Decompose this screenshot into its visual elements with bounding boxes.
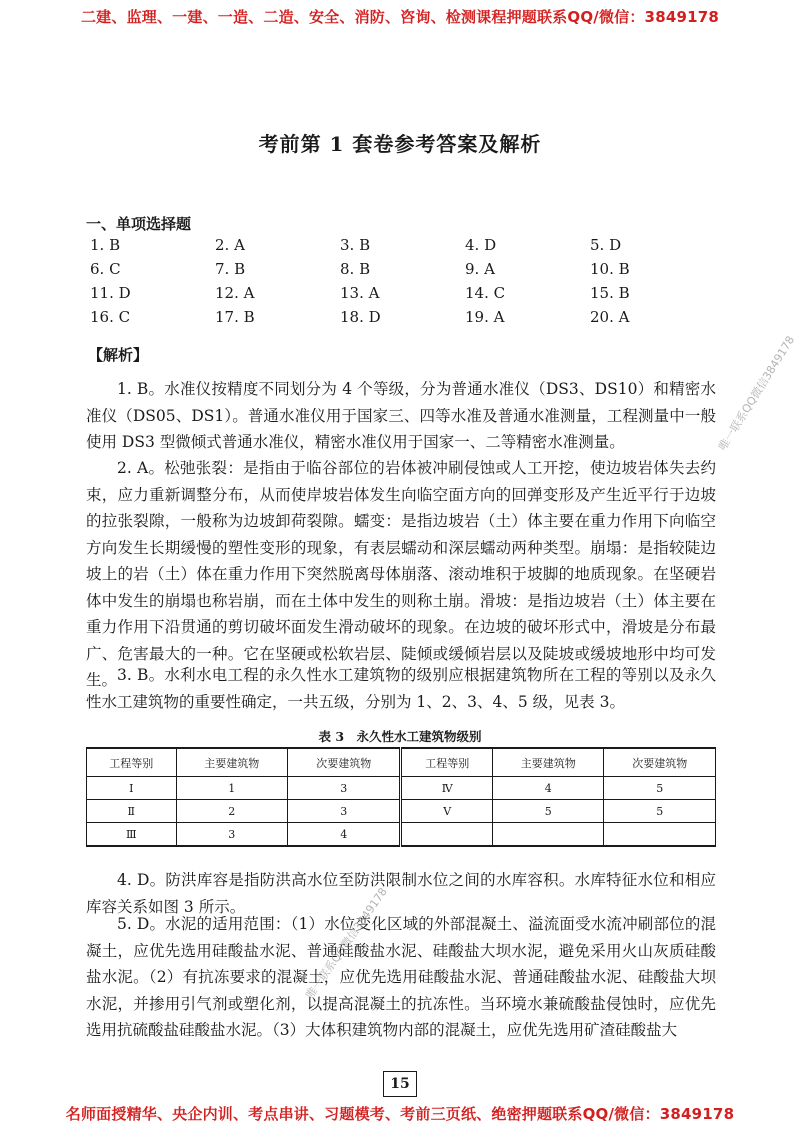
table-cell: 3 — [176, 823, 287, 847]
table-cell — [604, 823, 716, 847]
table-header-row — [87, 748, 716, 777]
table-cell: 3 — [288, 800, 401, 823]
answer-item: 17. B — [215, 308, 255, 326]
answer-item: 16. C — [90, 308, 131, 326]
table-caption: 表 3 永久性水工建筑物级别 — [318, 729, 482, 744]
explanation-paragraph-4: 4. D。防洪库容是指防洪高水位至防洪限制水位之间的水库容积。水库特征水位和相应库容关系如图 3 所示。 — [86, 871, 716, 916]
table-cell: 2 — [176, 800, 287, 823]
table-header-cell: 主要建筑物 — [176, 748, 287, 777]
answer-item: 3. B — [340, 236, 371, 254]
table-cell: Ⅲ — [87, 823, 177, 847]
table-cell: Ⅳ — [401, 777, 493, 800]
table-cell: 5 — [493, 800, 604, 823]
table-cell: 4 — [493, 777, 604, 800]
explanation-paragraph-3: 3. B。水利水电工程的永久性水工建筑物的级别应根据建筑物所在工程的等别以及永久性水工建筑物的重要性确定，一共五级，分别为 1、2、3、4、5 级，见表 3。 — [86, 666, 716, 711]
answer-item: 9. A — [465, 260, 495, 278]
answer-item: 19. A — [465, 308, 505, 326]
answer-item: 18. D — [340, 308, 381, 326]
watermark: 唯一联系QQ微信3849178 — [303, 885, 390, 1002]
table-header-cell: 次要建筑物 — [604, 748, 716, 777]
answer-item: 14. C — [465, 284, 506, 302]
answer-item: 7. B — [215, 260, 246, 278]
explanation-paragraph-2: 2. A。松弛张裂：是指由于临谷部位的岩体被冲刷侵蚀或人工开挖，使边坡岩体失去约束，应力重新调整分布，从而使岸坡岩体发生向临空面方向的回弹变形及产生近平行于边坡的拉张裂隙，一般称为边坡卸荷裂隙。蠕变：是指边坡岩（土）体主要在重力作用下向临空方向发生长期缓慢的塑性变形的现象，有表层蠕动和深层蠕动两种类型。崩塌：是指较陡边坡上的岩（土）体在重力作用下突然脱离母体崩落、滚动堆积于坡脚的地质现象。在坚硬岩体中发生的崩塌也称岩崩，而在土体中发生的则称土崩。滑坡：是指边坡岩（土）体主要在重力作用下沿贯通的剪切破坏面发生滑动破坏的现象。在边坡的破坏形式中，滑坡是分布最广、危害最大的一种。它在坚硬或松软岩层、陡倾或缓倾岩层以及陡坡或缓坡地形中均可发生。 — [86, 459, 716, 689]
section-heading: 一、单项选择题 — [86, 215, 192, 233]
answer-row — [86, 260, 736, 284]
answer-item: 4. D — [465, 236, 497, 254]
bottom-promo-banner: 名师面授精华、央企内训、考点串讲、习题模考、考前三页纸、绝密押题联系QQ/微信：3849178 — [65, 1105, 735, 1123]
table-header-cell: 次要建筑物 — [288, 748, 401, 777]
table-cell: Ⅰ — [87, 777, 177, 800]
answer-item: 6. C — [90, 260, 121, 278]
table-cell: 3 — [288, 777, 401, 800]
answer-item: 20. A — [590, 308, 630, 326]
table-cell: 5 — [604, 777, 716, 800]
explanation-paragraph-1: 1. B。水准仪按精度不同划分为 4 个等级，分为普通水准仪（DS3、DS10）和精密水准仪（DS05、DS1）。普通水准仪用于国家三、四等水准及普通水准测量，工程测量中一般使用 DS3 型微倾式普通水准仪，精密水准仪用于国家一、二等精密水准测量。 — [86, 380, 716, 451]
table-cell: 4 — [288, 823, 401, 847]
analysis-heading: 【解析】 — [88, 346, 149, 364]
table-row — [87, 777, 716, 800]
table-header-cell: 工程等别 — [401, 748, 493, 777]
building-grade-table — [86, 747, 716, 847]
table-row — [87, 800, 716, 823]
top-promo-banner: 二建、监理、一建、一造、二造、安全、消防、咨询、检测课程押题联系QQ/微信：3849178 — [80, 8, 720, 26]
page-number: 15 — [383, 1071, 417, 1097]
page-title: 考前第 1 套卷参考答案及解析 — [258, 132, 542, 156]
table-cell — [401, 823, 493, 847]
table-header-cell: 工程等别 — [87, 748, 177, 777]
answer-item: 15. B — [590, 284, 630, 302]
table-header-cell: 主要建筑物 — [493, 748, 604, 777]
answer-item: 11. D — [90, 284, 131, 302]
answer-item: 10. B — [590, 260, 630, 278]
answer-item: 8. B — [340, 260, 371, 278]
answer-grid — [86, 236, 736, 332]
answer-item: 5. D — [590, 236, 622, 254]
table-cell: Ⅴ — [401, 800, 493, 823]
table-cell: 5 — [604, 800, 716, 823]
answer-row — [86, 284, 736, 308]
answer-item: 13. A — [340, 284, 380, 302]
answer-item: 12. A — [215, 284, 255, 302]
answer-item: 1. B — [90, 236, 121, 254]
table-cell: 1 — [176, 777, 287, 800]
answer-item: 2. A — [215, 236, 245, 254]
answer-row — [86, 308, 736, 332]
explanation-paragraph-5: 5. D。水泥的适用范围：（1）水位变化区域的外部混凝土、溢流面受水流冲刷部位的混凝土，应优先选用硅酸盐水泥、普通硅酸盐水泥、硅酸盐大坝水泥，避免采用火山灰质硅酸盐水泥。（2）有抗冻要求的混凝土，应优先选用硅酸盐水泥、普通硅酸盐水泥、硅酸盐大坝水泥，并掺用引气剂或塑化剂，以提高混凝土的抗冻性。当环境水兼硫酸盐侵蚀时，应优先选用抗硫酸盐硅酸盐水泥。（3）大体积建筑物内部的混凝土，应优先选用矿渣硅酸盐大 — [86, 915, 716, 1039]
watermark: 唯一联系QQ微信3849178 — [716, 333, 798, 453]
table-cell: Ⅱ — [87, 800, 177, 823]
answer-row — [86, 236, 736, 260]
table-cell — [493, 823, 604, 847]
table-row — [87, 823, 716, 847]
